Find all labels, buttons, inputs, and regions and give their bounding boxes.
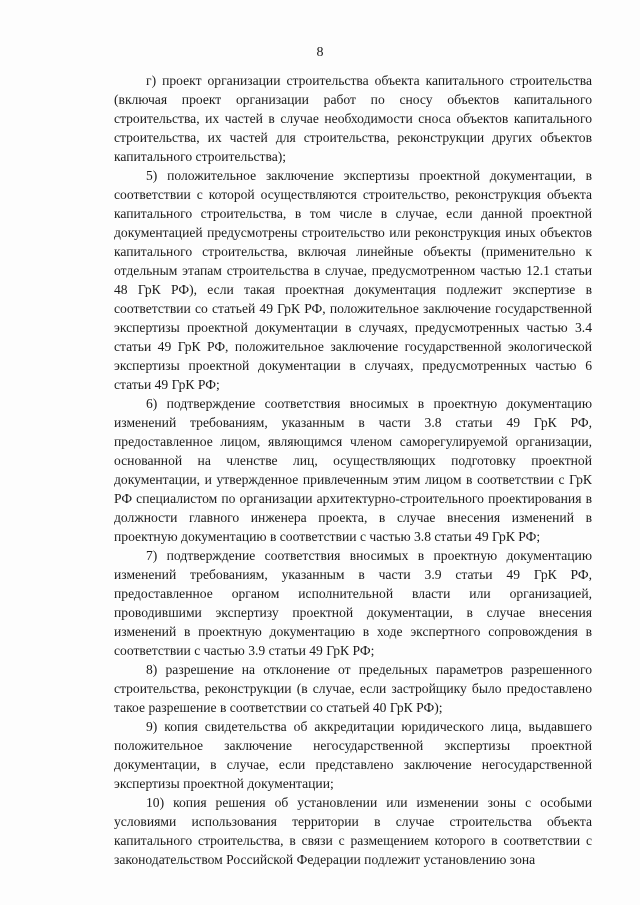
paragraph-item-5: 5) положительное заключение экспертизы проектной документации, в соответствии с которой осуществляются строительство, реконструкция объекта капитального строительства, в том числе в случае, если данной проектной документацией предусмотрены строительство или реконструкция иных объектов капитального строительства, включая линейные объекты (применительно к отдельным этапам строительства в случае, предусмотренном частью 12.1 статьи 48 ГрК РФ), если такая проектная документация подлежит экспертизе в соответствии со статьей 49 ГрК РФ, положительное заключение государственной экспертизы проектной документации в случаях, предусмотренных частью 3.4 статьи 49 ГрК РФ, положительное заключение государственной экологической экспертизы проектной документации в случаях, предусмотренных частью 6 статьи 49 ГрК РФ; bbox=[114, 168, 592, 392]
paragraph-item-6: 6) подтверждение соответствия вносимых в проектную документацию изменений требованиям, указанным в части 3.8 статьи 49 ГрК РФ, предоставленное лицом, являющимся членом саморегулируемой организации, основанной на членстве лиц, осуществляющих подготовку проектной документации, и утвержденное привлеченным этим лицом в соответствии с ГрК РФ специалистом по организации архитектурно-строительного проектирования в должности главного инженера проекта, в случае внесения изменений в проектную документацию в соответствии с частью 3.8 статьи 49 ГрК РФ; bbox=[114, 396, 592, 544]
document-body bbox=[114, 71, 592, 869]
paragraph-item-7: 7) подтверждение соответствия вносимых в проектную документацию изменений требованиям, указанным в части 3.9 статьи 49 ГрК РФ, предоставленное органом исполнительной власти или организацией, проводившими экспертизу проектной документации, в случае внесения изменений в проектную документацию в ходе экспертного сопровождения в соответствии с частью 3.9 статьи 49 ГрК РФ; bbox=[114, 548, 592, 658]
paragraph-item-9: 9) копия свидетельства об аккредитации юридического лица, выдавшего положительное заключение негосударственной экспертизы проектной документации, в случае, если представлено заключение негосударственной экспертизы проектной документации; bbox=[114, 719, 592, 791]
paragraph-item-g: г) проект организации строительства объекта капитального строительства (включая проект организации работ по сносу объектов капитального строительства, их частей в случае необходимости сноса объектов капитального строительства, их частей для строительства, реконструкции других объектов капитального строительства); bbox=[114, 73, 592, 164]
paragraph-item-8: 8) разрешение на отклонение от предельных параметров разрешенного строительства, реконструкции (в случае, если застройщику было предоставлено такое разрешение в соответствии со статьей 40 ГрК РФ); bbox=[114, 662, 592, 715]
paragraph-item-10: 10) копия решения об установлении или изменении зоны с особыми условиями использования территории в случае строительства объекта капитального строительства, в связи с размещением которого в соответствии с законодательством Российской Федерации подлежит установлению зона bbox=[114, 795, 592, 867]
page-number: 8 bbox=[316, 45, 324, 60]
